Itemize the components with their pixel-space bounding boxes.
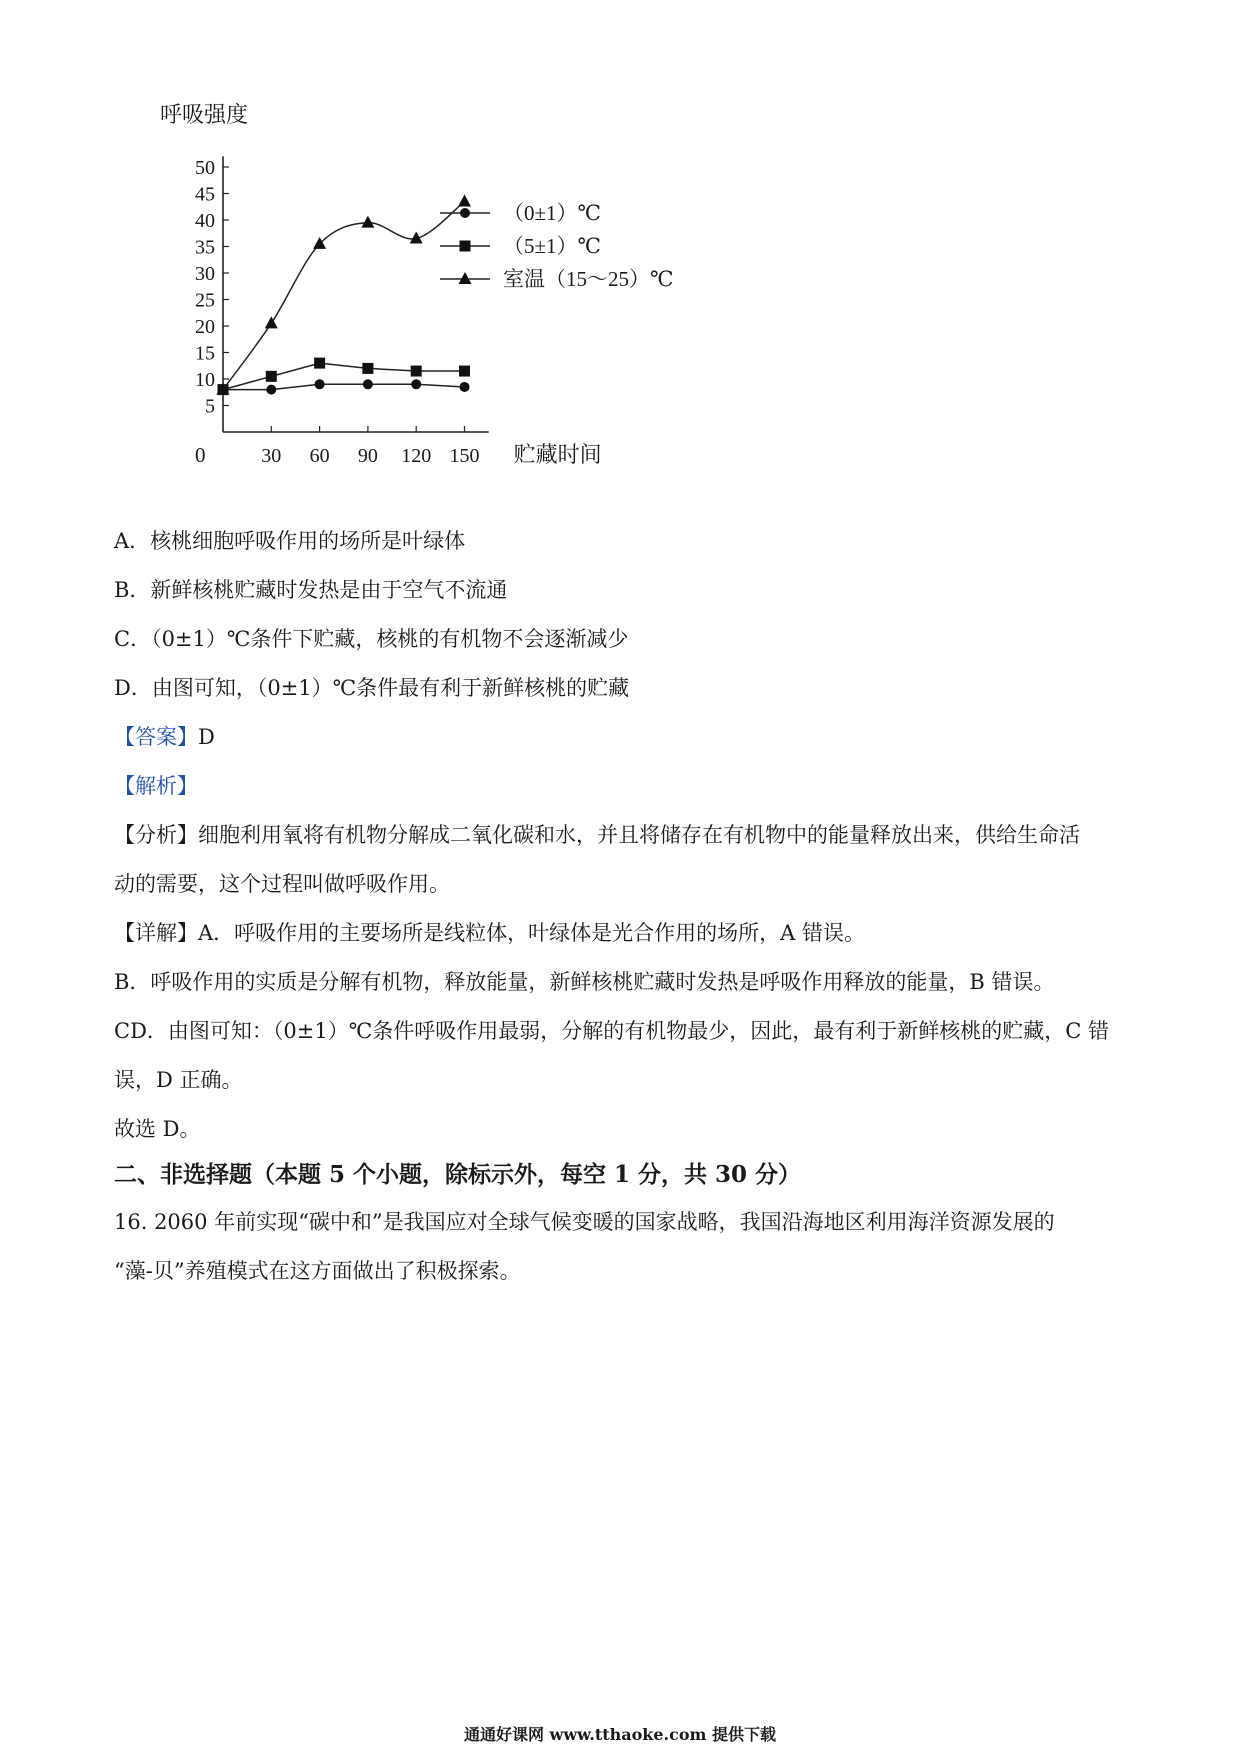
- fenxi-line-1: [114, 821, 1080, 849]
- data-point: [411, 379, 421, 389]
- y-tick-label: 40: [195, 210, 215, 232]
- data-point: [266, 385, 276, 395]
- fenxi-label: 【分析】: [114, 823, 198, 847]
- legend-marker: [460, 208, 470, 218]
- legend-label: （0±1）℃: [503, 201, 602, 225]
- origin-label: 0: [195, 443, 206, 467]
- chart-series: [217, 194, 472, 395]
- legend-marker: [460, 241, 471, 252]
- page-footer: 通通好课网 www.tthaoke.com 提供下载: [463, 1725, 777, 1744]
- data-point: [265, 316, 278, 328]
- x-tick-label: 120: [401, 445, 432, 467]
- data-point: [460, 382, 470, 392]
- y-tick-label: 10: [195, 369, 215, 391]
- fenxi-text-1: 细胞利用氧将有机物分解成二氧化碳和水，并且将储存在有机物中的能量释放出来，供给生命活: [198, 823, 1080, 847]
- data-point: [411, 366, 422, 377]
- x-tick-label: 90: [357, 445, 378, 467]
- data-point: [314, 358, 325, 369]
- option-a: A．核桃细胞呼吸作用的场所是叶绿体: [114, 529, 466, 553]
- question-16-line-2: “藻-贝”养殖模式在这方面做出了积极探索。: [114, 1259, 521, 1283]
- y-tick-label: 45: [195, 183, 215, 206]
- xiangjie-line-2: B．呼吸作用的实质是分解有机物，释放能量，新鲜核桃贮藏时发热是呼吸作用释放的能量，B 错误。: [114, 970, 1055, 994]
- y-tick-label: 5: [205, 395, 215, 418]
- xiangjie-line-3: CD．由图可知：（0±1）℃条件呼吸作用最弱，分解的有机物最少，因此，最有利于新鲜核桃的贮藏，C 错: [114, 1019, 1109, 1043]
- xiangjie-label: 【详解】: [114, 921, 198, 945]
- answer-value: D: [198, 725, 215, 749]
- legend-label: 室温（15～25）℃: [503, 267, 674, 291]
- data-point: [459, 366, 470, 377]
- y-tick-label: 35: [195, 236, 215, 259]
- y-tick-label: 25: [195, 289, 215, 312]
- xiangjie-text-1: A．呼吸作用的主要场所是线粒体，叶绿体是光合作用的场所，A 错误。: [198, 921, 866, 945]
- answer-line: [114, 723, 215, 751]
- option-d: D．由图可知，（0±1）℃条件最有利于新鲜核桃的贮藏: [114, 676, 630, 700]
- analysis-label: 【解析】: [114, 774, 198, 798]
- x-axis-label: 贮藏时间: [513, 442, 602, 467]
- section-heading: 二、非选择题（本题 5 个小题，除标示外，每空 1 分，共 30 分）: [114, 1161, 802, 1188]
- y-axis-label: 呼吸强度: [160, 102, 249, 127]
- xiangjie-line-1: [114, 919, 865, 947]
- analysis-label-line: [114, 772, 198, 800]
- y-tick-label: 30: [195, 263, 215, 285]
- legend-label: （5±1）℃: [503, 234, 602, 258]
- data-point: [266, 371, 277, 382]
- chart-legend: [440, 201, 674, 291]
- data-point: [361, 216, 374, 228]
- x-tick-label: 150: [449, 445, 480, 467]
- option-c: C．（0±1）℃条件下贮藏，核桃的有机物不会逐渐减少: [114, 627, 629, 651]
- x-tick-label: 30: [261, 445, 282, 467]
- data-point: [458, 194, 471, 206]
- data-point: [362, 363, 373, 374]
- option-b: B．新鲜核桃贮藏时发热是由于空气不流通: [114, 578, 508, 602]
- answer-label: 【答案】: [114, 725, 198, 749]
- xiangjie-line-4: 误，D 正确。: [114, 1068, 243, 1092]
- respiration-chart: [150, 100, 790, 480]
- data-point: [315, 379, 325, 389]
- data-point: [363, 379, 373, 389]
- chart-ticks: [195, 157, 480, 467]
- series-line-2: [223, 201, 465, 389]
- x-tick-label: 60: [309, 445, 330, 467]
- y-tick-label: 15: [195, 342, 215, 365]
- y-tick-label: 50: [195, 157, 215, 179]
- series-line-0: [223, 384, 465, 389]
- question-16-line-1: 16. 2060 年前实现“碳中和”是我国应对全球气候变暖的国家战略，我国沿海地区利用海洋资源发展的: [114, 1210, 1055, 1234]
- y-tick-label: 20: [195, 316, 215, 338]
- legend-marker: [459, 272, 472, 284]
- fenxi-line-2: 动的需要，这个过程叫做呼吸作用。: [114, 872, 450, 896]
- xiangjie-line-5: 故选 D。: [114, 1117, 201, 1141]
